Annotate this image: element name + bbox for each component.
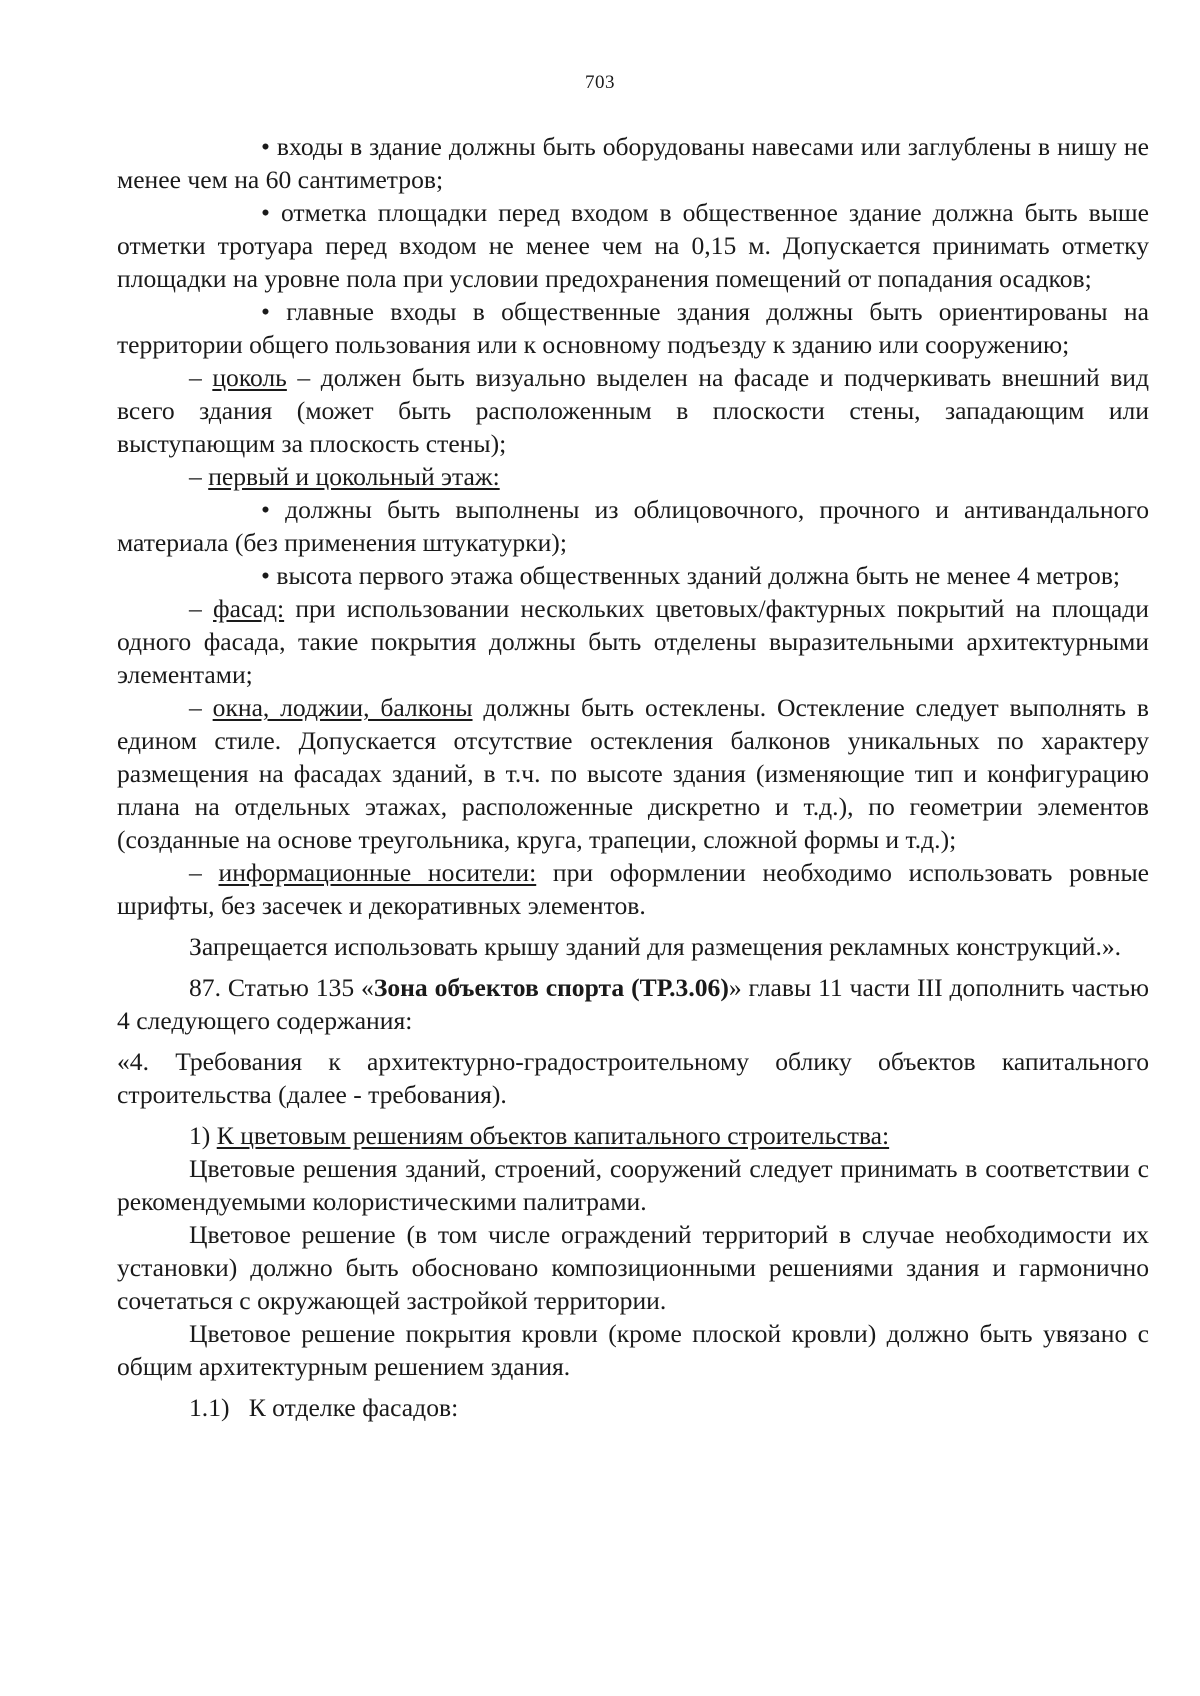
list-item — [117, 196, 1149, 295]
dash-marker: – — [189, 594, 202, 623]
zone-title: Зона объектов спорта (ТР.3.06) — [373, 973, 729, 1002]
bullet-icon: • — [261, 132, 270, 161]
list-item — [117, 559, 1149, 592]
underlined-term: первый и цокольный этаж: — [208, 462, 500, 491]
list-item-text: при использовании нескольких цветовых/фактурных покрытий на площади одного фасада, такие покрытия должны быть отделены выразительными архитектурными элементами; — [117, 594, 1149, 689]
list-item — [117, 592, 1149, 691]
section-heading — [117, 1119, 1149, 1152]
underlined-term: информационные носители: — [218, 858, 537, 887]
dash-marker: – — [189, 363, 202, 392]
underlined-term: окна, лоджии, балконы — [212, 693, 473, 722]
list-item-text: высота первого этажа общественных зданий должна быть не менее 4 метров; — [269, 561, 1121, 590]
list-item — [117, 361, 1149, 460]
bullet-icon: • — [261, 495, 270, 524]
section-title: К цветовым решениям объектов капитального строительства: — [216, 1121, 890, 1150]
list-item-text: входы в здание должны быть оборудованы навесами или заглублены в нишу не менее чем на 60 сантиметров; — [117, 132, 1149, 194]
list-item — [117, 856, 1149, 922]
dash-marker: – — [189, 462, 202, 491]
underlined-term: фасад: — [213, 594, 285, 623]
list-item-text: отметка площадки перед входом в общественное здание должна быть выше отметки тротуара перед входом не менее чем на 0,15 м. Допускается принимать отметку площадки на уровне пола при условии предохранения помещений от попадания осадков; — [117, 198, 1149, 293]
page-number: 703 — [585, 72, 615, 93]
article-87-prefix: 87. Статью 135 « — [189, 973, 374, 1002]
dash-marker: – — [189, 693, 202, 722]
color-paragraph: Цветовое решение (в том числе ограждений территорий в случае необходимости их установки) должно быть обосновано композиционными решениями здания и гармонично сочетаться с окружающей застройкой территории. — [117, 1220, 1149, 1315]
section-number: 1) — [189, 1121, 217, 1150]
article-87-suffix: » главы 11 части III дополнить частью 4 следующего содержания: — [117, 973, 1149, 1035]
list-item-text: – должен быть визуально выделен на фасаде и подчеркивать внешний вид всего здания (может быть расположенным в плоскости стены, западающим или выступающим за плоскость стены); — [117, 363, 1150, 458]
list-item — [117, 691, 1149, 856]
dash-marker: – — [189, 858, 202, 887]
requirements-intro: «4. Требования к архитектурно-градостроительному облику объектов капитального строительства (далее - требования). — [117, 1047, 1149, 1109]
list-item — [117, 130, 1149, 196]
subsection-heading: 1.1) К отделке фасадов: — [189, 1393, 459, 1422]
list-item — [117, 460, 1149, 493]
list-item-text: должны быть выполнены из облицовочного, прочного и антивандального материала (без применения штукатурки); — [117, 495, 1149, 557]
list-item — [117, 493, 1149, 559]
bullet-icon: • — [261, 297, 270, 326]
color-paragraph: Цветовое решение покрытия кровли (кроме плоской кровли) должно быть увязано с общим архитектурным решением здания. — [117, 1319, 1149, 1381]
underlined-term: цоколь — [212, 363, 287, 392]
bullet-icon: • — [261, 561, 270, 590]
bullet-icon: • — [261, 198, 270, 227]
list-item-text: главные входы в общественные здания должны быть ориентированы на территории общего пользования или к основному подъезду к зданию или сооружению; — [117, 297, 1149, 359]
article-87-paragraph — [117, 971, 1149, 1037]
prohibition-paragraph: Запрещается использовать крышу зданий для размещения рекламных конструкций.». — [189, 932, 1122, 961]
list-item-text: должны быть остеклены. Остекление следует выполнять в едином стиле. Допускается отсутствие остекления балконов уникальных по характеру размещения на фасадах зданий, в т.ч. по высоте здания (изменяющие тип и конфигурацию плана на отдельных этажах, расположенные дискретно и т.д.), по геометрии элементов (созданные на основе треугольника, круга, трапеции, сложной формы и т.д.); — [117, 693, 1149, 854]
document-body — [117, 130, 1149, 1424]
list-item — [117, 295, 1149, 361]
color-paragraph: Цветовые решения зданий, строений, сооружений следует принимать в соответствии с рекомендуемыми колористическими палитрами. — [117, 1154, 1149, 1216]
list-item-text: при оформлении необходимо использовать ровные шрифты, без засечек и декоративных элементов. — [117, 858, 1150, 920]
